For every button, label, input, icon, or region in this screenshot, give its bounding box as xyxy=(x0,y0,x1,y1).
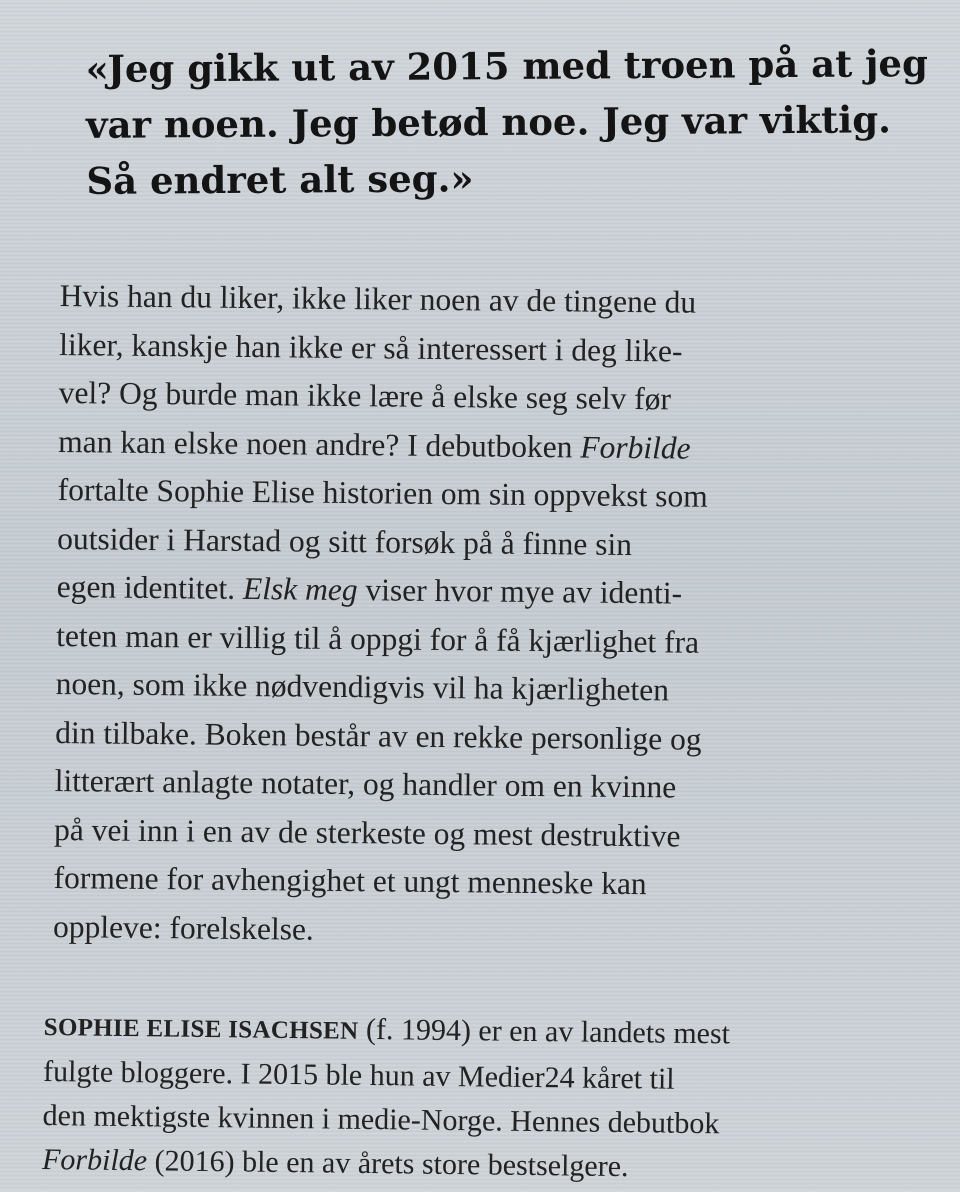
blurb-line: vel? Og burde man ikke lære å elske seg selv før xyxy=(58,374,672,417)
blurb-line: på vei inn i en av de sterkeste og mest destruktive xyxy=(53,811,681,854)
blurb-line: litterært anlagte notater, og handler om en kvinne xyxy=(54,762,677,805)
book-title-forbilde: Forbilde xyxy=(41,1142,148,1178)
author-bio xyxy=(42,1004,894,1192)
book-title-elsk-meg: Elsk meg xyxy=(242,570,358,608)
bio-text: (f. 1994) er en av landets mest xyxy=(358,1012,731,1051)
blurb-text: viser hvor mye av identi- xyxy=(357,572,683,611)
blurb-line: oppleve: forelskelse. xyxy=(52,908,314,947)
blurb-line: teten man er villig til å oppgi for å få kjærlighet fra xyxy=(56,617,700,660)
blurb-line: noen, som ikke nødvendigvis vil ha kjærligheten xyxy=(55,665,670,708)
blurb-line: liker, kanskje han ikke er så interessert i deg like- xyxy=(59,326,683,369)
bio-line xyxy=(42,1138,892,1192)
pull-quote xyxy=(85,35,929,209)
blurb-line: Hvis han du liker, ikke liker noen av de tingene du xyxy=(59,277,697,320)
bio-line: den mektigste kvinnen i medie-Norge. Hennes debutbok xyxy=(42,1098,720,1141)
quote-line: «Jeg gikk ut av 2015 med troen på at jeg xyxy=(85,41,929,91)
quote-line: var noen. Jeg betød noe. Jeg var viktig. xyxy=(85,97,892,147)
blurb-line: formene for avhengighet et ungt menneske kan xyxy=(53,859,647,902)
blurb-line: outsider i Harstad og sitt forsøk på å finne sin xyxy=(57,520,633,562)
bio-text: (2016) ble en av årets store bestselgere. xyxy=(146,1144,629,1184)
blurb-line: din tilbake. Boken består av en rekke personlige og xyxy=(54,714,702,757)
bio-line: fulgte bloggere. I 2015 ble hun av Medier24 kåret til xyxy=(42,1054,675,1096)
blurb-paragraph xyxy=(53,272,890,960)
blurb-text: egen identitet. xyxy=(56,568,244,606)
blurb-line xyxy=(58,417,888,474)
blurb-line xyxy=(56,563,886,620)
author-name: SOPHIE ELISE ISACHSEN xyxy=(43,1013,359,1045)
blurb-text: man kan elske noen andre? I debutboken xyxy=(58,423,581,464)
book-title-forbilde: Forbilde xyxy=(580,428,691,466)
blurb-line: fortalte Sophie Elise historien om sin oppvekst som xyxy=(57,471,708,514)
quote-line: Så endret alt seg.» xyxy=(86,156,474,203)
